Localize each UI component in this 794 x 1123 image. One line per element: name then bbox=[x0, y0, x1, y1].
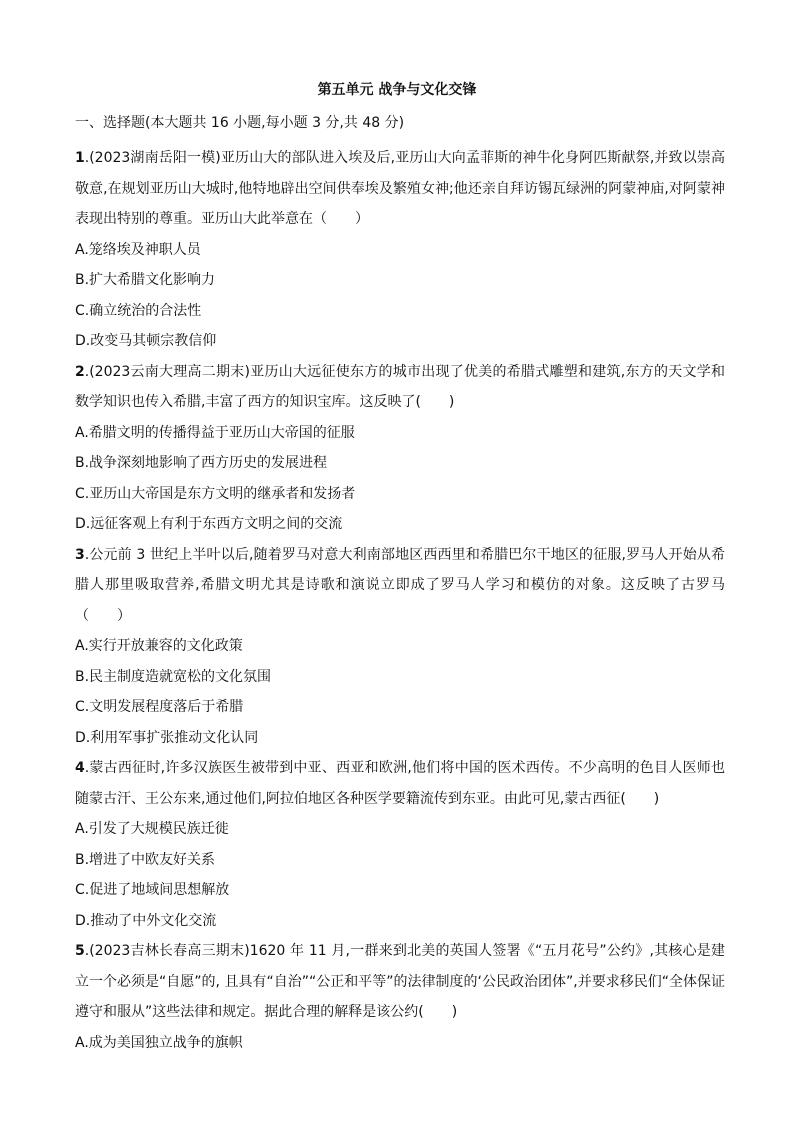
option-A: A.笼络埃及神职人员 bbox=[75, 241, 201, 258]
option-A: A.希腊文明的传播得益于亚历山大帝国的征服 bbox=[75, 424, 355, 441]
question-4 bbox=[75, 753, 725, 936]
option-B: B.增进了中欧友好关系 bbox=[75, 851, 216, 868]
question-text: .(2023湖南岳阳一模)亚历山大的部队进入埃及后,亚历山大向孟菲斯的神牛化身阿匹斯献祭,并致以崇高敬意,在规划亚历山大城时,他特地辟出空间供奉埃及繁殖女神;他还亲自拜访锡瓦绿洲的阿蒙神庙,对阿蒙神表现出特别的尊重。亚历山大此举意在（ ） bbox=[75, 150, 725, 227]
question-text: .蒙古西征时,许多汉族医生被带到中亚、西亚和欧洲,他们将中国的医术西传。不少高明的色目人医师也随蒙古汗、王公东来,通过他们,阿拉伯地区各种医学要籍流传到东亚。由此可见,蒙古西征( ) bbox=[75, 760, 725, 807]
unit-title: 第五单元 战争与文化交锋 bbox=[317, 82, 477, 98]
question-number: 5 bbox=[75, 943, 85, 959]
option-A: A.成为美国独立战争的旗帜 bbox=[75, 1034, 243, 1051]
question-list bbox=[75, 143, 725, 1058]
option-D: D.推动了中外文化交流 bbox=[75, 912, 217, 929]
option-A: A.引发了大规模民族迁徙 bbox=[75, 821, 229, 837]
question-1 bbox=[75, 143, 725, 357]
option-C: C.文明发展程度落后于希腊 bbox=[75, 699, 244, 715]
option-B: B.战争深刻地影响了西方历史的发展进程 bbox=[75, 455, 328, 471]
question-text: .(2023吉林长春高三期末)1620 年 11 月,一群来到北美的英国人签署《“五月花号”公约》,其核心是建立一个必须是“自愿”的, 且具有“自治”“公正和平等”的法律制度的‘公民政治团体”,并要求移民们“全体保证遵守和服从”这些法律和规定。据此合理的解释是该公约( ) bbox=[75, 943, 725, 1020]
question-number: 1 bbox=[75, 150, 85, 166]
question-number: 2 bbox=[75, 363, 85, 380]
question-stem bbox=[75, 143, 725, 235]
option-D: D.改变马其顿宗教信仰 bbox=[75, 333, 217, 349]
question-2 bbox=[75, 357, 725, 540]
question-5 bbox=[75, 936, 725, 1058]
section-heading: 一、选择题(本大题共 16 小题,每小题 3 分,共 48 分) bbox=[75, 115, 405, 131]
question-number: 3 bbox=[75, 546, 85, 563]
question-3 bbox=[75, 540, 725, 754]
option-B: B.民主制度造就宽松的文化氛围 bbox=[75, 668, 272, 685]
question-text: .(2023云南大理高二期末)亚历山大远征使东方的城市出现了优美的希腊式雕塑和建筑,东方的天文学和数学知识也传入希腊,丰富了西方的知识宝库。这反映了( ) bbox=[75, 363, 725, 410]
option-C: C.亚历山大帝国是东方文明的继承者和发扬者 bbox=[75, 485, 356, 502]
question-stem bbox=[75, 753, 725, 814]
question-number: 4 bbox=[75, 760, 85, 776]
option-C: C.确立统治的合法性 bbox=[75, 302, 202, 319]
option-D: D.利用军事扩张推动文化认同 bbox=[75, 729, 259, 746]
question-text: .公元前 3 世纪上半叶以后,随着罗马对意大利南部地区西西里和希腊巴尔干地区的征服,罗马人开始从希腊人那里吸取营养,希腊文明尤其是诗歌和演说立即成了罗马人学习和模仿的对象。这反映了古罗马（ ） bbox=[75, 546, 725, 624]
question-stem bbox=[75, 936, 725, 1028]
question-stem bbox=[75, 357, 725, 418]
question-stem bbox=[75, 540, 725, 632]
option-C: C.促进了地域间思想解放 bbox=[75, 882, 230, 898]
option-A: A.实行开放兼容的文化政策 bbox=[75, 638, 243, 654]
option-D: D.远征客观上有利于东西方文明之间的交流 bbox=[75, 516, 343, 532]
option-B: B.扩大希腊文化影响力 bbox=[75, 272, 216, 288]
